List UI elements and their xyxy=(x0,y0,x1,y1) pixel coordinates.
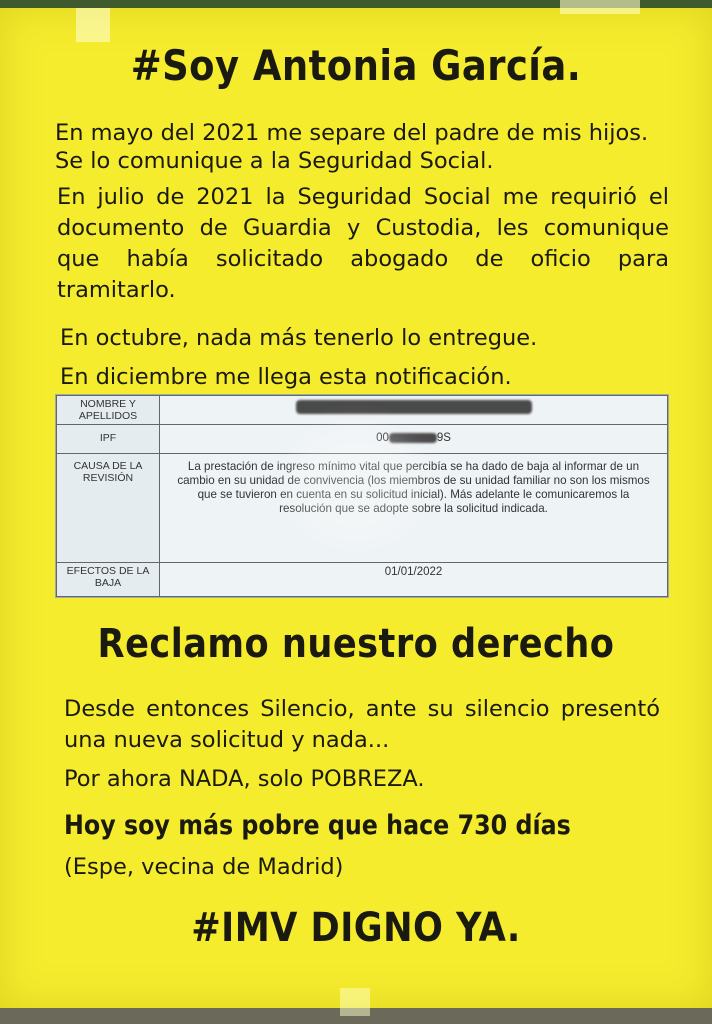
footer-hashtag: #IMV DIGNO YA. xyxy=(191,905,521,951)
doc-label-cause: CAUSA DE LA REVISIÓN xyxy=(57,453,160,562)
tape-piece xyxy=(340,988,370,1016)
paragraph-1-line-1: En mayo del 2021 me separe del padre de mis hijos. xyxy=(55,120,649,146)
doc-value-ipf xyxy=(160,425,668,453)
closing-paragraph-2: Por ahora NADA, solo POBREZA. xyxy=(64,766,425,792)
paragraph-1-line-2: Se lo comunique a la Seguridad Social. xyxy=(55,148,494,174)
notification-document xyxy=(55,394,669,598)
subtitle-heading: Reclamo nuestro derecho xyxy=(97,621,615,667)
doc-value-cause: La prestación de ingreso mínimo vital que percibía se ha dado de baja al informar de un cambio en su unidad de convivencia (los miembros de su unidad familiar no son los mismos que se tuvieron en cuenta en su solicitud inicial). Más adelante le comunicaremos la resolución que se adopte sobre la solicitud indicada. xyxy=(160,453,668,562)
tape-piece xyxy=(560,0,640,14)
doc-label-effects: EFECTOS DE LA BAJA xyxy=(57,562,160,596)
tape-piece xyxy=(76,8,110,42)
paragraph-2: En julio de 2021 la Seguridad Social me requirió el documento de Guardia y Custodia, les comunique que había solicitado abogado de oficio para tramitarlo. xyxy=(57,184,669,303)
doc-value-name xyxy=(160,396,668,425)
paragraph-4: En diciembre me llega esta notificación. xyxy=(60,364,512,390)
closing-paragraph-1: Desde entonces Silencio, ante su silencio presentó una nueva solicitud y nada... xyxy=(64,696,660,753)
redaction-mark xyxy=(296,400,532,414)
doc-value-effects: 01/01/2022 xyxy=(160,562,668,596)
closing-emphasis: Hoy soy más pobre que hace 730 días xyxy=(64,810,571,841)
signature-line: (Espe, vecina de Madrid) xyxy=(64,854,344,880)
doc-label-name: NOMBRE Y APELLIDOS xyxy=(57,396,160,425)
ipf-prefix: 00 xyxy=(376,432,389,445)
ipf-suffix: 9S xyxy=(436,432,451,445)
redaction-mark xyxy=(389,433,437,443)
paragraph-3: En octubre, nada más tenerlo lo entregue. xyxy=(60,325,538,351)
doc-label-ipf: IPF xyxy=(57,425,160,453)
poster-title: #Soy Antonia García. xyxy=(130,41,582,90)
